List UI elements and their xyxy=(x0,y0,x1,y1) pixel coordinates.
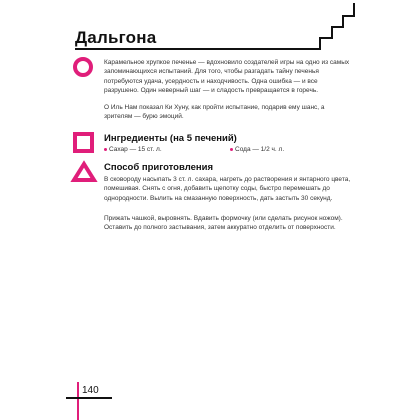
ingredient-item: Сахар — 15 ст. л. xyxy=(104,145,162,154)
method-paragraph-1: В сковороду насыпать 3 ст. л. сахара, нагреть до растворения и янтарного цвета, помешивая. Снять с огня, добавить щепотку соды, быстро перемешать до однородности. Вылить на смазанную поверхность, дать застыть 30 секунд. xyxy=(104,176,351,202)
ingredient-item: Сода — 1/2 ч. л. xyxy=(230,145,284,154)
page-title: Дальгона xyxy=(75,28,157,47)
intro-paragraph-2: О Иль Нам показал Ки Хуну, как пройти испытание, подарив ему шанс, а зрителям — бурю эмоций. xyxy=(104,104,325,121)
ingredients-heading: Ингредиенты (на 5 печений) xyxy=(104,133,237,144)
intro-paragraph-1: Карамельное хрупкое печенье — вдохновило создателей игры на одно из самых запоминающихся испытаний. Для того, чтобы разгадать тайну печенья потребуются удача, усердность и находчивость. Одна ошибка — и все разрушено. Один неверный шаг — и сладость превращается в горечь. xyxy=(104,59,350,94)
method-paragraph-2: Прижать чашкой, выровнять. Вдавить формочку (или сделать рисунок ножом). Оставить до полного застывания, затем аккуратно отделить от поверхности. xyxy=(104,215,343,232)
page-number: 140 xyxy=(82,385,99,396)
method-heading: Способ приготовления xyxy=(104,162,214,173)
